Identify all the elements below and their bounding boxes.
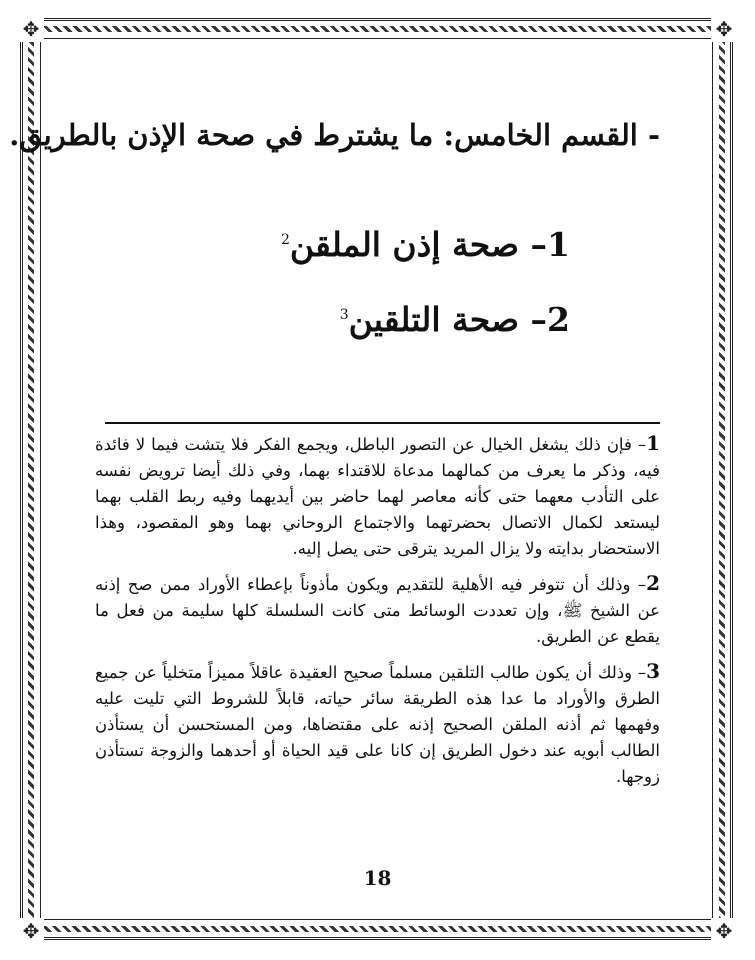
list-item-number: 1–	[530, 225, 570, 264]
section-heading: - القسم الخامس: ما يشترط في صحة الإذن بالطريق.	[9, 118, 660, 152]
list-item-number: 2–	[530, 300, 570, 339]
corner-ornament-icon: ✥	[711, 16, 737, 42]
footnote-number: 3	[646, 659, 660, 683]
list-item	[340, 300, 570, 339]
footnote-divider	[105, 422, 660, 424]
footnotes	[95, 430, 660, 798]
footnote-text: – فإن ذلك يشغل الخيال عن التصور الباطل، ويجمع الفكر فلا يتشت فيما لا فائدة فيه، وذكر ما يعرف من كمالهما مدعاة للاقتداء بهما، وفي ذلك أيضا ترويض نفسه على التأدب معهما حتى كأنه معاصر لهما حاضر بين أيديهما وفيه ربط القلب بهما ليستعد لكمال الاتصال بحضرتهما والاجتماع الروحاني بهما وهو المقصود، وهذا الاستحضار بدايته ولا يزال المريد يترقى حتى يصل إليه.	[95, 435, 660, 558]
footnote	[95, 430, 660, 562]
corner-ornament-icon: ✥	[18, 16, 44, 42]
footnote-text: – وذلك أن يكون طالب التلقين مسلماً صحيح العقيدة عاقلاً مميزاً متخلياً عن جميع الطرق والأوراد ما عدا هذه الطريقة سائر حياته، قابلاً للشروط التي تليت عليه وفهمها ثم أذنه الملقن الصحيح إذنه على مقتضاها، ومن المستحسن أن يستأذن الطالب أبويه عند دخول الطريق إن كانا على قيد الحياة أو أحدهما والزوجة تستأذن زوجها.	[95, 663, 660, 786]
corner-ornament-icon: ✥	[18, 918, 44, 944]
footnote	[95, 658, 660, 790]
page-content	[9, 0, 660, 960]
footnote-ref: 3	[339, 307, 349, 323]
footnote	[95, 570, 660, 650]
list-item-text: صحة إذن الملقن	[289, 225, 520, 264]
list-item-text: صحة التلقين	[348, 300, 520, 339]
list-item	[281, 225, 570, 264]
footnote-text: – وذلك أن تتوفر فيه الأهلية للتقديم ويكون مأذوناً بإعطاء الأوراد ممن صح إذنه عن الشيخ ﷺ، وإن تعددت الوسائط متى كانت السلسلة كلها سليمة من فعل ما يقطع عن الطريق.	[95, 575, 660, 646]
footnote-ref: 2	[280, 232, 290, 248]
footnote-number: 1	[646, 431, 660, 455]
page-number: 18	[363, 866, 392, 890]
footnote-number: 2	[646, 571, 660, 595]
corner-ornament-icon: ✥	[711, 918, 737, 944]
